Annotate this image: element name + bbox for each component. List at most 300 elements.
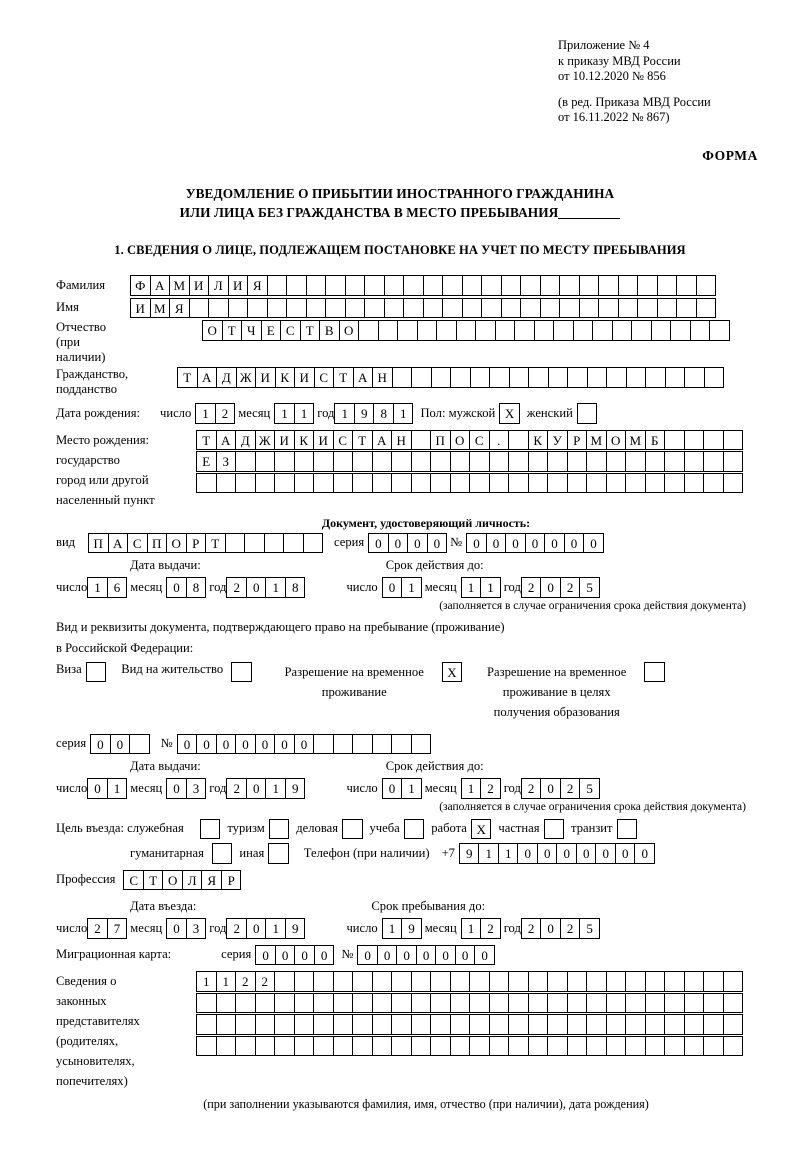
form-cell[interactable] [294,993,315,1014]
form-cell[interactable]: 0 [377,945,398,966]
doc-valid-month-boxes[interactable] [461,577,500,598]
form-cell[interactable] [469,993,490,1014]
purpose-transit-checkbox[interactable] [617,819,637,840]
form-cell[interactable]: 0 [357,945,378,966]
form-cell[interactable]: Е [196,451,217,472]
form-cell[interactable]: Ж [236,367,257,388]
form-cell[interactable]: И [189,275,210,296]
form-cell[interactable]: 0 [246,778,267,799]
perm-valid-month-boxes[interactable] [461,778,500,799]
form-cell[interactable] [489,367,510,388]
form-cell[interactable] [501,275,522,296]
form-cell[interactable]: 0 [540,577,561,598]
form-cell[interactable]: 8 [285,577,306,598]
form-cell[interactable] [450,473,471,494]
form-cell[interactable] [651,320,672,341]
form-cell[interactable] [352,1036,373,1057]
form-cell[interactable] [508,993,529,1014]
form-cell[interactable]: П [88,533,109,554]
form-cell[interactable]: 0 [255,945,276,966]
form-cell[interactable]: О [450,430,471,451]
form-cell[interactable] [333,1014,354,1035]
form-cell[interactable]: М [169,275,190,296]
birth-year-boxes[interactable] [334,403,412,424]
form-cell[interactable] [378,320,399,341]
form-cell[interactable] [684,451,705,472]
form-cell[interactable] [723,473,744,494]
form-cell[interactable] [684,473,705,494]
form-cell[interactable] [684,430,705,451]
form-cell[interactable] [333,473,354,494]
doc-valid-year-boxes[interactable] [521,577,599,598]
form-cell[interactable]: 2 [560,918,581,939]
form-cell[interactable] [255,451,276,472]
form-cell[interactable] [212,843,233,864]
form-cell[interactable] [567,1036,588,1057]
form-cell[interactable] [333,1036,354,1057]
form-cell[interactable]: 8 [186,577,207,598]
form-cell[interactable]: 0 [166,918,187,939]
doc-series-boxes[interactable] [368,533,446,554]
perm-issue-day-boxes[interactable] [87,778,126,799]
doc-issue-day-boxes[interactable] [87,577,126,598]
form-cell[interactable] [696,275,717,296]
form-cell[interactable]: 0 [177,734,198,755]
form-cell[interactable] [723,971,744,992]
form-cell[interactable] [411,1014,432,1035]
perm-number-boxes[interactable] [177,734,431,755]
form-cell[interactable] [709,320,730,341]
form-cell[interactable]: 6 [107,577,128,598]
form-cell[interactable] [469,473,490,494]
form-cell[interactable] [364,275,385,296]
form-cell[interactable] [86,662,107,683]
form-cell[interactable]: М [625,430,646,451]
form-cell[interactable] [547,993,568,1014]
form-cell[interactable]: 1 [87,577,108,598]
form-cell[interactable]: С [314,367,335,388]
form-cell[interactable] [255,993,276,1014]
birth-day-boxes[interactable] [195,403,234,424]
form-cell[interactable] [469,1036,490,1057]
form-cell[interactable] [294,971,315,992]
form-cell[interactable]: 9 [459,843,480,864]
form-cell[interactable] [579,275,600,296]
form-cell[interactable]: Т [143,870,164,891]
form-cell[interactable] [559,275,580,296]
form-cell[interactable] [469,971,490,992]
form-cell[interactable]: 9 [285,918,306,939]
perm-issue-year-boxes[interactable] [226,778,304,799]
form-cell[interactable]: 0 [407,533,428,554]
form-cell[interactable]: 8 [373,403,394,424]
form-cell[interactable]: С [469,430,490,451]
purpose-work-checkbox[interactable] [471,819,491,840]
form-cell[interactable] [372,473,393,494]
form-cell[interactable] [469,1014,490,1035]
form-cell[interactable]: 0 [466,533,487,554]
form-cell[interactable] [577,403,598,424]
form-cell[interactable]: 0 [314,945,335,966]
form-cell[interactable]: 2 [521,778,542,799]
form-cell[interactable]: С [123,870,144,891]
visa-checkbox[interactable] [86,662,106,683]
form-cell[interactable] [391,971,412,992]
form-cell[interactable]: О [202,320,223,341]
form-cell[interactable]: 2 [521,577,542,598]
form-cell[interactable]: 0 [274,734,295,755]
form-cell[interactable] [462,275,483,296]
mig-number-boxes[interactable] [357,945,494,966]
form-cell[interactable] [404,819,425,840]
form-cell[interactable] [294,451,315,472]
form-cell[interactable]: Н [391,430,412,451]
form-cell[interactable] [645,993,666,1014]
form-cell[interactable] [559,298,580,319]
form-cell[interactable] [684,993,705,1014]
form-cell[interactable] [372,1014,393,1035]
form-cell[interactable] [645,971,666,992]
form-cell[interactable] [567,473,588,494]
form-cell[interactable] [489,473,510,494]
form-cell[interactable]: Т [352,430,373,451]
form-cell[interactable] [625,971,646,992]
form-cell[interactable] [606,451,627,472]
form-cell[interactable] [247,298,268,319]
form-cell[interactable] [200,819,221,840]
form-cell[interactable] [723,451,744,472]
form-cell[interactable] [540,298,561,319]
form-cell[interactable] [430,1014,451,1035]
form-cell[interactable] [703,971,724,992]
form-cell[interactable] [216,993,237,1014]
form-cell[interactable] [442,298,463,319]
form-cell[interactable]: 1 [478,843,499,864]
form-cell[interactable] [645,1014,666,1035]
form-cell[interactable] [567,451,588,472]
form-cell[interactable]: 0 [90,734,111,755]
form-cell[interactable] [411,734,432,755]
form-cell[interactable] [325,275,346,296]
form-cell[interactable]: 2 [560,577,581,598]
form-cell[interactable]: 1 [265,918,286,939]
form-cell[interactable] [430,473,451,494]
form-cell[interactable] [598,275,619,296]
form-cell[interactable] [391,993,412,1014]
form-cell[interactable] [625,451,646,472]
form-cell[interactable]: Е [261,320,282,341]
form-cell[interactable]: Т [177,367,198,388]
form-cell[interactable] [286,298,307,319]
purpose-official-checkbox[interactable] [200,819,220,840]
form-cell[interactable] [333,734,354,755]
form-cell[interactable]: 7 [107,918,128,939]
perm-valid-day-boxes[interactable] [382,778,421,799]
form-cell[interactable]: К [528,430,549,451]
form-cell[interactable] [450,1036,471,1057]
form-cell[interactable] [676,275,697,296]
form-cell[interactable] [456,320,477,341]
form-cell[interactable]: 1 [480,577,501,598]
form-cell[interactable] [303,533,324,554]
form-cell[interactable]: А [353,367,374,388]
form-cell[interactable] [462,298,483,319]
form-cell[interactable]: 0 [525,533,546,554]
birth-month-boxes[interactable] [274,403,313,424]
form-cell[interactable] [626,367,647,388]
form-cell[interactable] [313,1014,334,1035]
form-cell[interactable] [587,367,608,388]
form-cell[interactable] [442,275,463,296]
form-cell[interactable] [411,971,432,992]
form-cell[interactable] [352,473,373,494]
form-cell[interactable] [618,298,639,319]
form-cell[interactable] [235,1036,256,1057]
form-cell[interactable] [704,367,725,388]
form-cell[interactable] [423,298,444,319]
form-cell[interactable]: 1 [498,843,519,864]
purpose-study-checkbox[interactable] [404,819,424,840]
form-cell[interactable]: Т [300,320,321,341]
form-cell[interactable]: 2 [255,971,276,992]
form-cell[interactable] [645,473,666,494]
form-cell[interactable] [372,1036,393,1057]
form-cell[interactable]: Л [182,870,203,891]
form-cell[interactable] [489,1014,510,1035]
form-cell[interactable]: 5 [579,918,600,939]
form-cell[interactable] [606,1036,627,1057]
form-cell[interactable]: Т [333,367,354,388]
form-cell[interactable] [703,1036,724,1057]
form-cell[interactable] [313,473,334,494]
form-cell[interactable] [430,1036,451,1057]
form-cell[interactable] [625,1036,646,1057]
form-cell[interactable]: 1 [461,577,482,598]
form-cell[interactable] [225,533,246,554]
form-cell[interactable]: 0 [368,533,389,554]
form-cell[interactable] [196,993,217,1014]
form-cell[interactable] [645,451,666,472]
purpose-tourism-checkbox[interactable] [269,819,289,840]
form-cell[interactable] [231,662,252,683]
form-cell[interactable] [313,734,334,755]
form-cell[interactable]: 1 [107,778,128,799]
form-cell[interactable]: 9 [354,403,375,424]
form-cell[interactable]: 2 [87,918,108,939]
form-cell[interactable]: С [280,320,301,341]
form-cell[interactable]: П [147,533,168,554]
form-cell[interactable]: 1 [274,403,295,424]
form-cell[interactable] [306,298,327,319]
form-cell[interactable]: Д [235,430,256,451]
form-cell[interactable]: К [275,367,296,388]
form-cell[interactable] [547,451,568,472]
entry-month-boxes[interactable] [166,918,205,939]
form-cell[interactable]: 0 [382,577,403,598]
form-cell[interactable]: 3 [186,918,207,939]
form-cell[interactable] [501,298,522,319]
form-cell[interactable] [196,473,217,494]
form-cell[interactable] [528,1036,549,1057]
form-cell[interactable] [657,275,678,296]
perm-issue-month-boxes[interactable] [166,778,205,799]
form-cell[interactable]: 0 [544,533,565,554]
form-cell[interactable] [294,1036,315,1057]
form-cell[interactable] [606,473,627,494]
form-cell[interactable]: 0 [294,945,315,966]
form-cell[interactable]: 0 [615,843,636,864]
form-cell[interactable] [391,1036,412,1057]
form-cell[interactable]: 1 [265,778,286,799]
form-cell[interactable]: 0 [537,843,558,864]
form-cell[interactable] [586,1036,607,1057]
form-cell[interactable] [625,993,646,1014]
form-cell[interactable] [598,298,619,319]
form-cell[interactable] [540,275,561,296]
form-cell[interactable] [436,320,457,341]
patronymic-boxes[interactable] [202,320,729,341]
form-cell[interactable] [392,367,413,388]
form-cell[interactable]: 0 [388,533,409,554]
form-cell[interactable]: Н [372,367,393,388]
form-cell[interactable] [690,320,711,341]
form-cell[interactable]: 0 [455,945,476,966]
birthplace-line-1-boxes[interactable] [196,430,742,451]
form-cell[interactable] [196,1036,217,1057]
form-cell[interactable] [475,320,496,341]
form-cell[interactable]: 0 [435,945,456,966]
form-cell[interactable] [514,320,535,341]
form-cell[interactable] [528,993,549,1014]
form-cell[interactable] [586,993,607,1014]
doc-issue-year-boxes[interactable] [226,577,304,598]
name-boxes[interactable] [130,298,715,319]
form-cell[interactable] [703,1014,724,1035]
form-cell[interactable] [606,971,627,992]
form-cell[interactable] [553,320,574,341]
form-cell[interactable]: 1 [195,403,216,424]
perm-series-boxes[interactable] [90,734,149,755]
temp-res-checkbox[interactable] [442,662,462,683]
phone-boxes[interactable] [459,843,654,864]
form-cell[interactable]: 3 [186,778,207,799]
form-cell[interactable]: 1 [461,778,482,799]
birthplace-line-2-boxes[interactable] [196,451,742,472]
form-cell[interactable] [547,473,568,494]
form-cell[interactable]: Я [201,870,222,891]
form-cell[interactable] [606,367,627,388]
form-cell[interactable] [391,451,412,472]
form-cell[interactable] [723,1036,744,1057]
form-cell[interactable] [631,320,652,341]
form-cell[interactable] [430,971,451,992]
form-cell[interactable] [606,1014,627,1035]
form-cell[interactable] [196,1014,217,1035]
form-cell[interactable] [352,734,373,755]
form-cell[interactable]: 0 [564,533,585,554]
form-cell[interactable] [342,819,363,840]
residence-checkbox[interactable] [231,662,251,683]
form-cell[interactable] [333,971,354,992]
form-cell[interactable] [528,451,549,472]
form-cell[interactable]: 9 [401,918,422,939]
form-cell[interactable] [489,971,510,992]
profession-boxes[interactable] [123,870,240,891]
form-cell[interactable] [664,993,685,1014]
form-cell[interactable] [216,1036,237,1057]
form-cell[interactable] [612,320,633,341]
form-cell[interactable] [670,320,691,341]
form-cell[interactable] [534,320,555,341]
form-cell[interactable] [391,473,412,494]
form-cell[interactable] [372,734,393,755]
form-cell[interactable] [528,1014,549,1035]
form-cell[interactable] [528,367,549,388]
birthplace-line-3-boxes[interactable] [196,473,742,494]
form-cell[interactable]: А [197,367,218,388]
form-cell[interactable]: А [216,430,237,451]
form-cell[interactable]: 0 [166,778,187,799]
form-cell[interactable]: 1 [216,971,237,992]
form-cell[interactable] [450,971,471,992]
form-cell[interactable] [684,1036,705,1057]
form-cell[interactable] [294,473,315,494]
form-cell[interactable] [703,993,724,1014]
form-cell[interactable] [129,734,150,755]
form-cell[interactable] [618,275,639,296]
form-cell[interactable] [450,1014,471,1035]
form-cell[interactable]: П [430,430,451,451]
form-cell[interactable] [450,367,471,388]
form-cell[interactable] [352,993,373,1014]
form-cell[interactable] [267,298,288,319]
form-cell[interactable]: 5 [579,778,600,799]
form-cell[interactable] [391,1014,412,1035]
form-cell[interactable]: . [489,430,510,451]
form-cell[interactable]: 5 [579,577,600,598]
form-cell[interactable] [657,298,678,319]
form-cell[interactable] [528,473,549,494]
purpose-other-checkbox[interactable] [268,843,288,864]
sex-male-checkbox[interactable] [499,403,519,424]
form-cell[interactable] [567,993,588,1014]
form-cell[interactable]: 0 [540,778,561,799]
form-cell[interactable]: Т [205,533,226,554]
form-cell[interactable] [313,451,334,472]
form-cell[interactable] [228,298,249,319]
form-cell[interactable] [664,430,685,451]
form-cell[interactable]: 0 [246,577,267,598]
form-cell[interactable] [403,298,424,319]
form-cell[interactable] [567,367,588,388]
form-cell[interactable]: X [442,662,463,683]
form-cell[interactable] [450,451,471,472]
form-cell[interactable]: К [294,430,315,451]
form-cell[interactable]: 2 [235,971,256,992]
legal-rep-row-2-boxes[interactable] [196,993,742,1014]
form-cell[interactable] [417,320,438,341]
legal-rep-row-4-boxes[interactable] [196,1036,742,1057]
perm-valid-year-boxes[interactable] [521,778,599,799]
form-cell[interactable]: 0 [505,533,526,554]
form-cell[interactable] [430,993,451,1014]
form-cell[interactable] [411,993,432,1014]
form-cell[interactable] [645,1036,666,1057]
form-cell[interactable]: 1 [265,577,286,598]
form-cell[interactable] [489,993,510,1014]
form-cell[interactable] [269,819,290,840]
form-cell[interactable]: 2 [226,778,247,799]
